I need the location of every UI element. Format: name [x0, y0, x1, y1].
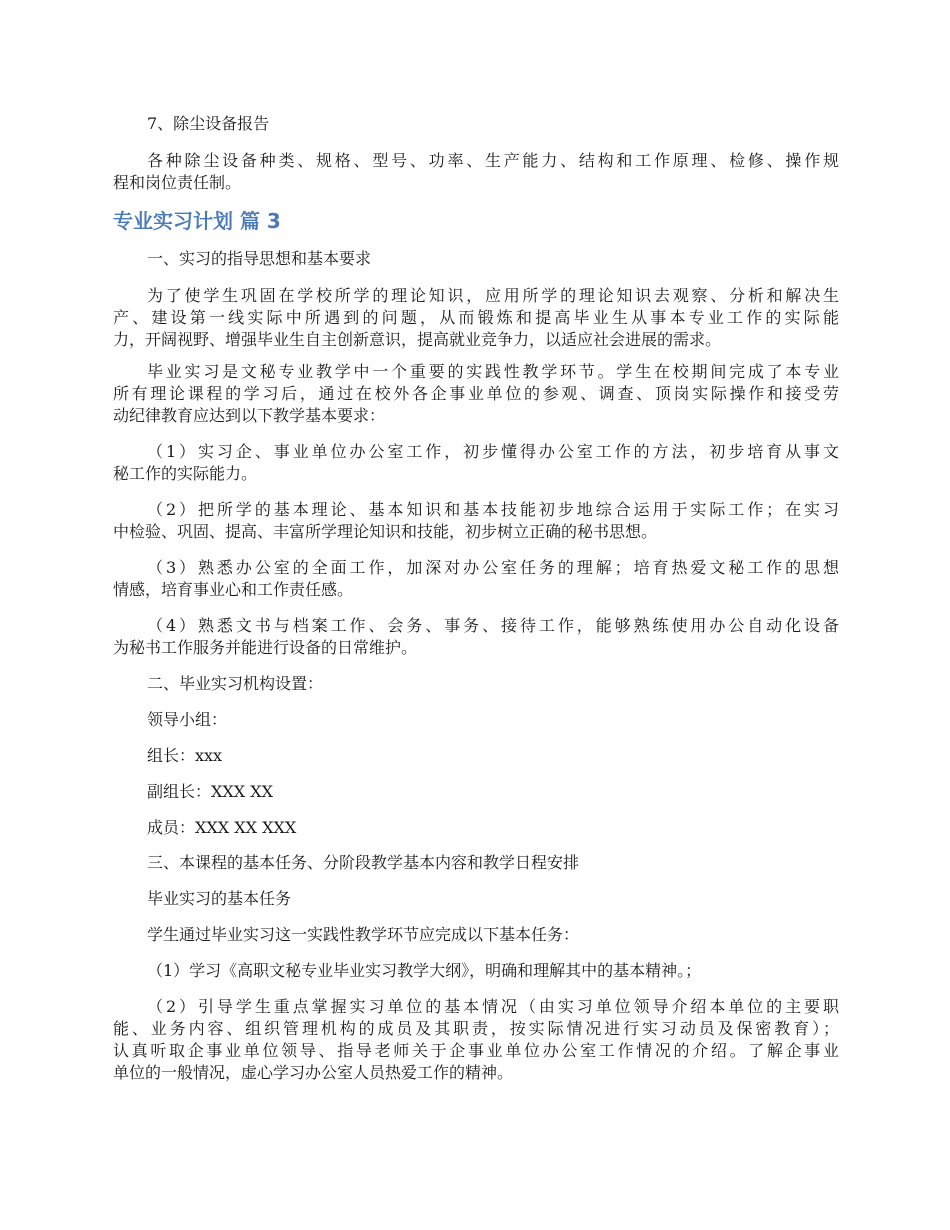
requirement-1: （1）实习企、事业单位办公室工作，初步懂得办公室工作的方法，初步培育从事文 秘工作的实际能力。	[113, 442, 839, 483]
section-heading: 专业实习计划 篇 3	[113, 209, 281, 233]
task-1: （1）学习《高职文秘专业毕业实习教学大纲》，明确和理解其中的基本精神。；	[147, 961, 702, 980]
part2-title: 二、毕业实习机构设置：	[147, 674, 324, 693]
basic-tasks-title: 毕业实习的基本任务	[147, 889, 292, 908]
section7-title: 7、除尘设备报告	[147, 114, 270, 133]
paragraph-graduation-practice: 毕业实习是文秘专业教学中一个重要的实践性教学环节。学生在校期间完成了本专业 所有理论课程的学习后，通过在校外各企事业单位的参观、调查、顶岗实际操作和接受劳 动纪律教育应达到以下教学基本要求：	[113, 362, 839, 425]
leader-group: 领导小组：	[147, 710, 228, 729]
task-2: （2）引导学生重点掌握实习单位的基本情况（由实习单位领导介绍本单位的主要职 能、业务内容、组织管理机构的成员及其职责，按实际情况进行实习动员及保密教育）； 认真听取企事业单位领导、指导老师关于企事业单位办公室工作情况的介绍。了解企事业 单位的一般情况，虚心学习办公室人员热爱工作的精神。	[113, 997, 839, 1082]
members: 成员：XXX XX XXX	[147, 818, 297, 837]
requirement-3: （3）熟悉办公室的全面工作，加深对办公室任务的理解；培育热爱文秘工作的思想 情感，培育事业心和工作责任感。	[113, 558, 839, 599]
requirement-2: （2）把所学的基本理论、基本知识和基本技能初步地综合运用于实际工作；在实习 中检验、巩固、提高、丰富所学理论知识和技能，初步树立正确的秘书思想。	[113, 500, 839, 541]
paragraph-guiding-idea: 为了使学生巩固在学校所学的理论知识，应用所学的理论知识去观察、分析和解决生 产、建设第一线实际中所遇到的问题，从而锻炼和提高毕业生从事本专业工作的实际能 力，开阔视野、增强毕业生自主创新意识，提高就业竞争力，以适应社会进展的需求。	[113, 286, 839, 349]
group-leader: 组长：xxx	[147, 746, 223, 765]
section7-body: 各种除尘设备种类、规格、型号、功率、生产能力、结构和工作原理、检修、操作规 程和岗位责任制。	[113, 151, 839, 192]
part1-title: 一、实习的指导思想和基本要求	[147, 249, 372, 268]
deputy-leader: 副组长：XXX XX	[147, 782, 274, 801]
part3-title: 三、本课程的基本任务、分阶段教学基本内容和教学日程安排	[147, 853, 580, 872]
requirement-4: （4）熟悉文书与档案工作、会务、事务、接待工作，能够熟练使用办公自动化设备 为秘书工作服务并能进行设备的日常维护。	[113, 616, 839, 657]
basic-tasks-intro: 学生通过毕业实习这一实践性教学环节应完成以下基本任务：	[147, 925, 580, 944]
